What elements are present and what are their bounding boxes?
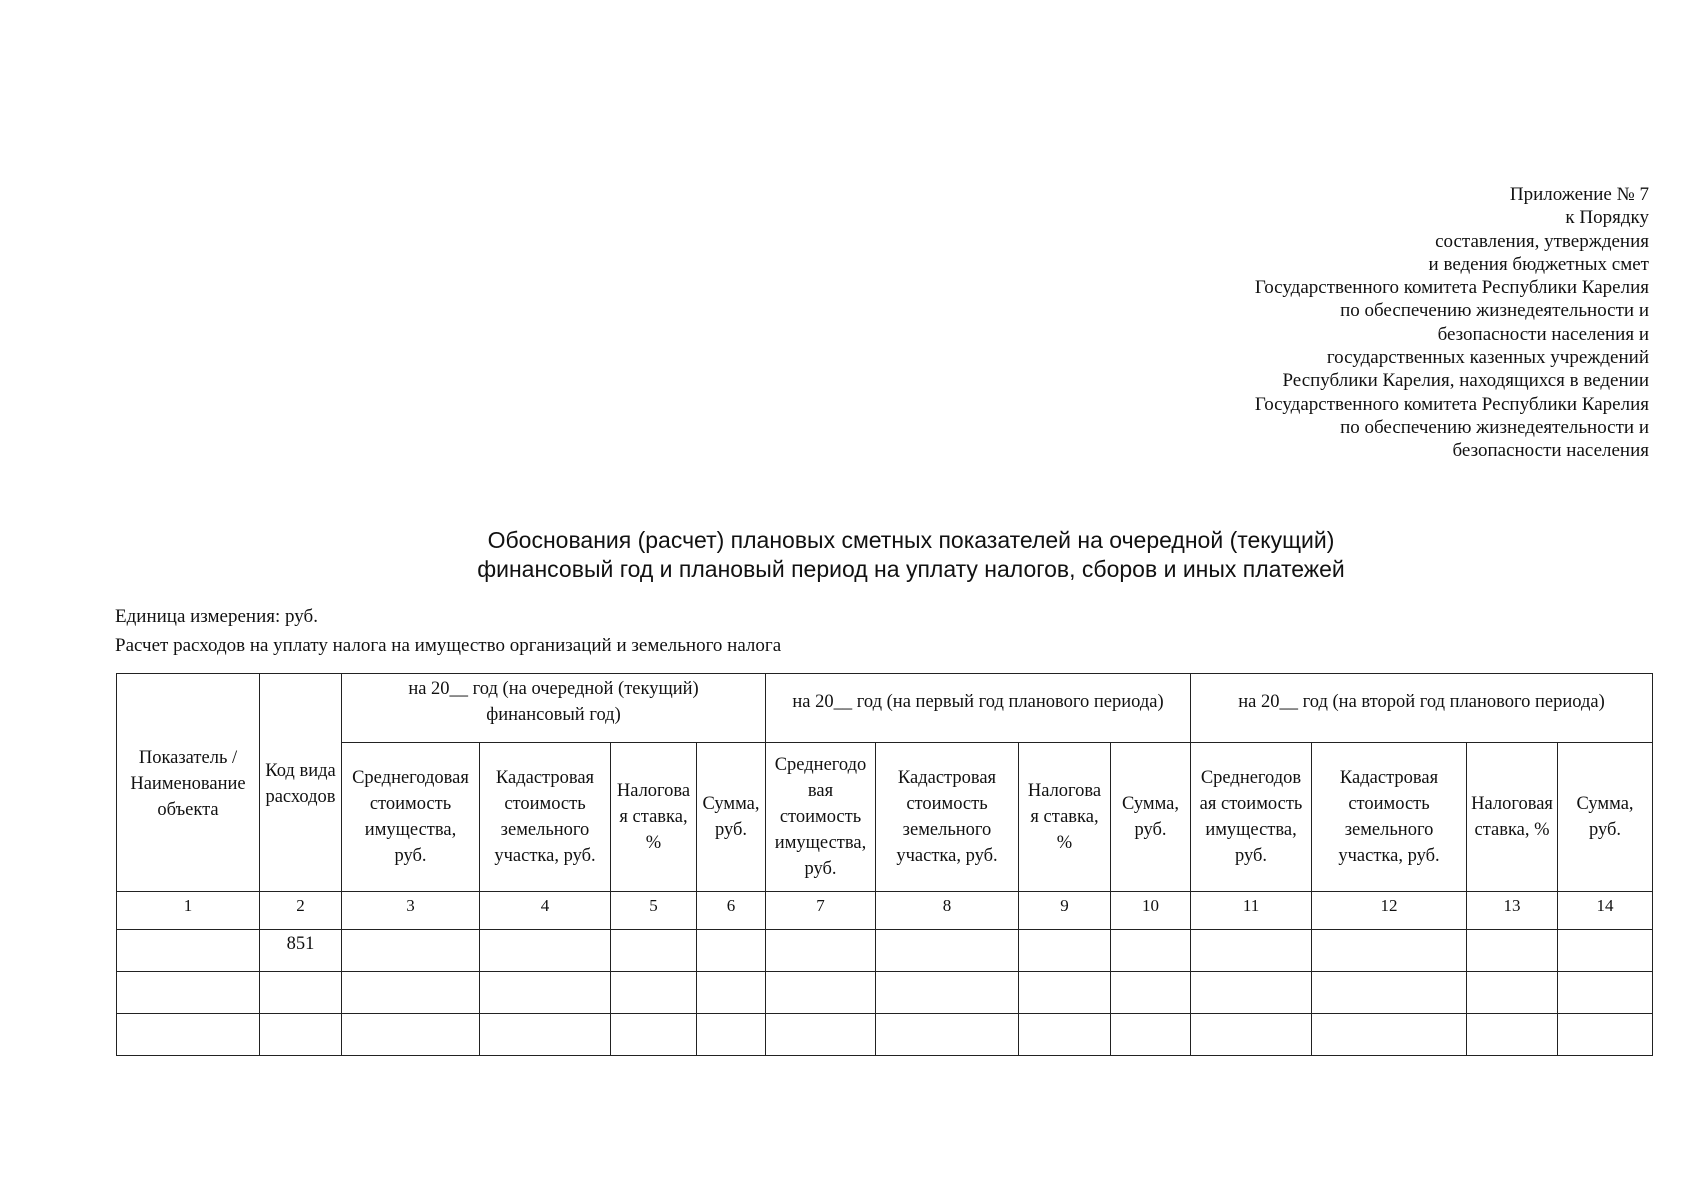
table-cell [117,972,260,1014]
table-cell [1191,1014,1312,1056]
table-cell [611,972,697,1014]
header-sub-column-text: имущества, [364,820,457,840]
header-sub-column [697,743,766,892]
column-number: 7 [766,892,876,930]
table-cell [1558,930,1653,972]
column-number: 6 [697,892,766,930]
table-cell [876,930,1019,972]
table-cell [1312,930,1467,972]
appendix-line: безопасности населения и [1437,323,1649,345]
header-sub-column-text: стоимость [504,794,586,814]
table-cell [260,1014,342,1056]
header-sub-column [1019,743,1111,892]
header-sub-column-text: стоимость [906,794,988,814]
header-sub-column-text: участка, руб. [494,846,596,866]
appendix-block [1255,183,1649,463]
table-cell [697,1014,766,1056]
header-sub-column-text: Среднегодо [774,755,867,775]
header-year-group-text: на 20__ год (на второй год планового периода) [1238,692,1605,712]
table-cell [1467,930,1558,972]
table-cell [876,972,1019,1014]
column-number: 1 [117,892,260,930]
table-cell [1019,1014,1111,1056]
header-sub-column-text: руб. [1134,820,1167,840]
header-sub-column-text: имущества, [1205,820,1297,840]
header-sub-column-text: участка, руб. [1338,846,1440,866]
table-cell [697,972,766,1014]
header-sub-column [342,743,480,892]
header-sub-column-text: руб. [1589,820,1622,840]
header-sub-column-text: Среднегодов [1200,768,1302,788]
table-cell [480,1014,611,1056]
appendix-line: Республики Карелия, находящихся в ведении [1282,370,1649,392]
appendix-line: безопасности населения [1452,440,1649,462]
header-sub-column [876,743,1019,892]
header-expense-code-text: расходов [265,786,336,807]
table-cell [1191,930,1312,972]
appendix-line: по обеспечению жизнедеятельности и [1340,416,1649,438]
header-year-group-text: финансовый год) [486,705,621,725]
table-cell [342,972,480,1014]
appendix-line: Приложение № 7 [1509,184,1649,205]
unit-of-measure: Единица измерения: руб. [115,606,318,627]
header-sub-column-text: руб. [1234,846,1268,866]
table-cell [1558,1014,1653,1056]
table-cell [260,972,342,1014]
column-number: 11 [1191,892,1312,930]
header-sub-column [480,743,611,892]
header-sub-column [1312,743,1467,892]
header-sub-column-text: Кадастровая [495,768,595,788]
table-cell [1111,930,1191,972]
header-sub-column-text: имущества, [774,833,867,853]
appendix-line: составления, утверждения [1435,230,1649,252]
table-cell [342,1014,480,1056]
header-indicator-name-text: Показатель / [138,747,238,768]
table-row [117,972,1653,1014]
header-expense-code-text: Код вида [265,760,336,781]
table-cell [611,1014,697,1056]
header-year-group [766,674,1191,743]
column-number: 10 [1111,892,1191,930]
appendix-line: и ведения бюджетных смет [1428,253,1649,275]
table-cell [766,930,876,972]
table-cell [1019,930,1111,972]
table-cell [876,1014,1019,1056]
document-title [0,526,1697,584]
header-sub-column-text: я ставка, [1030,807,1099,827]
table-cell: 851 [260,930,342,972]
column-number: 8 [876,892,1019,930]
header-sub-column-text: ая стоимость [1199,794,1303,814]
header-sub-column-text: Кадастровая [897,768,997,788]
appendix-line: Государственного комитета Республики Карелия [1254,277,1649,299]
header-sub-column-text: участка, руб. [896,846,998,866]
header-indicator-name-text: Наименование [130,773,246,794]
header-indicator-name-text: объекта [157,799,219,820]
header-sub-column-text: Налогова [1027,781,1102,801]
calculation-caption: Расчет расходов на уплату налога на имущество организаций и земельного налога [115,635,782,656]
header-sub-column-text: Сумма, [1576,794,1634,814]
header-sub-column-text: руб. [804,859,837,879]
header-sub-column-text: стоимость [369,794,452,814]
header-sub-column-text: Налоговая [1471,794,1553,814]
table-cell [480,930,611,972]
title-line-2: финансовый год и плановый период на уплату налогов, сборов и иных платежей [477,556,1345,582]
header-sub-column-text: земельного [902,820,992,840]
header-sub-column [1191,743,1312,892]
header-sub-column-text: руб. [714,820,748,840]
column-number: 2 [260,892,342,930]
table-cell [1019,972,1111,1014]
header-sub-column [611,743,697,892]
table-cell [117,1014,260,1056]
header-sub-column-text: Сумма, [1122,794,1180,814]
table-row [117,1014,1653,1056]
title-line-1: Обоснования (расчет) плановых сметных показателей на очередной (текущий) [487,527,1335,553]
header-sub-column [1558,743,1653,892]
header-year-group-text: на 20__ год (на очередной (текущий) [408,679,699,699]
table-cell [1312,1014,1467,1056]
table-cell [342,930,480,972]
table-cell [480,972,611,1014]
header-sub-column-text: Кадастровая [1339,768,1439,788]
tax-calculation-table [116,673,1653,1056]
header-sub-column [766,743,876,892]
column-number: 9 [1019,892,1111,930]
table-cell [1111,1014,1191,1056]
header-sub-column-text: вая [807,781,834,801]
header-sub-column-text: Среднегодовая [352,768,469,788]
header-sub-column-text: % [1056,833,1073,853]
table-cell [766,1014,876,1056]
header-sub-column-text: земельного [1344,820,1434,840]
header-year-group-text: на 20__ год (на первый год планового периода) [792,692,1164,712]
column-number: 13 [1467,892,1558,930]
appendix-line: к Порядку [1565,207,1649,229]
appendix-line: государственных казенных учреждений [1326,347,1649,369]
table-cell [697,930,766,972]
header-sub-column-text: стоимость [1348,794,1430,814]
column-number: 14 [1558,892,1653,930]
column-number: 3 [342,892,480,930]
table-row [117,930,1653,972]
table-cell [611,930,697,972]
table-cell [1558,972,1653,1014]
header-sub-column-text: Сумма, [702,794,760,814]
header-sub-column-text: руб. [394,846,427,866]
appendix-line: по обеспечению жизнедеятельности и [1340,300,1649,322]
column-number: 4 [480,892,611,930]
header-sub-column [1467,743,1558,892]
header-sub-column-text: % [645,833,662,853]
header-sub-column-text: я ставка, [619,807,688,827]
header-sub-column-text: Налогова [616,781,691,801]
table-cell [1111,972,1191,1014]
header-indicator-name [117,674,260,892]
table-cell [766,972,876,1014]
appendix-line: Государственного комитета Республики Карелия [1254,393,1649,415]
table-cell [1312,972,1467,1014]
column-number: 12 [1312,892,1467,930]
table-cell [117,930,260,972]
table-cell [1191,972,1312,1014]
header-sub-column-text: стоимость [779,807,862,827]
column-number: 5 [611,892,697,930]
header-year-group [1191,674,1653,743]
header-sub-column [1111,743,1191,892]
header-year-group [342,674,766,743]
header-expense-code [260,674,342,892]
table-cell [1467,972,1558,1014]
header-sub-column-text: земельного [500,820,590,840]
table-cell [1467,1014,1558,1056]
header-sub-column-text: ставка, % [1474,820,1550,840]
